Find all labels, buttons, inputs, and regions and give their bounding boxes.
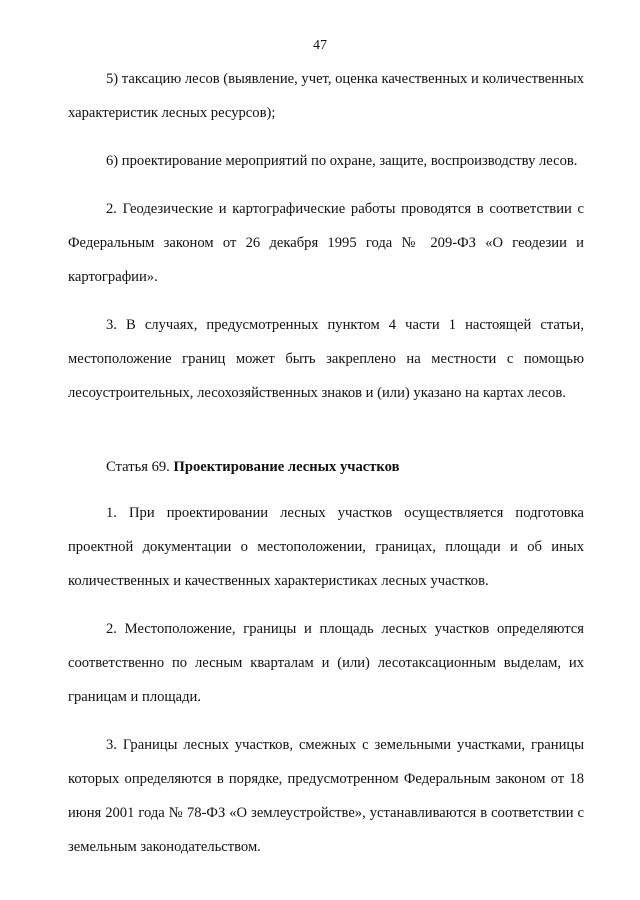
paragraph-item-6-protection-design: 6) проектирование мероприятий по охране, защите, воспроизводству лесов. [106, 153, 578, 169]
article-label: Статья 69. [106, 459, 174, 475]
paragraph-design-documentation: 1. При проектировании лесных участков осуществляется подготовка проектной документации о местоположении, границах, площади и об иных количественных и качественных характеристиках лесных участков. [68, 505, 584, 589]
paragraph-item-5-forest-taxation: 5) таксацию лесов (выявление, учет, оценка качественных и количественных характеристик лесных ресурсов); [68, 71, 585, 121]
article-heading [68, 450, 584, 484]
paragraph-boundary-marking: 3. В случаях, предусмотренных пунктом 4 части 1 настоящей статьи, местоположение границ может быть закреплено на местности с помощью лесоустроительных, лесохозяйственных знаков и (или) указано на картах лесов. [68, 317, 584, 401]
paragraph-location-boundaries: 2. Местоположение, границы и площадь лесных участков определяются соответственно по лесным кварталам и (или) лесотаксационным выделам, их границам и площади. [68, 621, 584, 705]
paragraph-adjacent-land-plots: 3. Границы лесных участков, смежных с земельными участками, границы которых определяются в порядке, предусмотренном Федеральным законом от 18 июня 2001 года № 78-ФЗ «О землеустройстве», устанавливаются в соответствии с земельным законодательством. [68, 737, 584, 855]
paragraph-geodetic-works: 2. Геодезические и картографические работы проводятся в соответствии с Федеральным законом от 26 декабря 1995 года № 209-ФЗ «О геодезии и картографии». [68, 201, 584, 285]
page-number: 47 [313, 38, 327, 53]
document-body [68, 62, 584, 878]
article-title: Проектирование лесных участков [173, 459, 400, 475]
